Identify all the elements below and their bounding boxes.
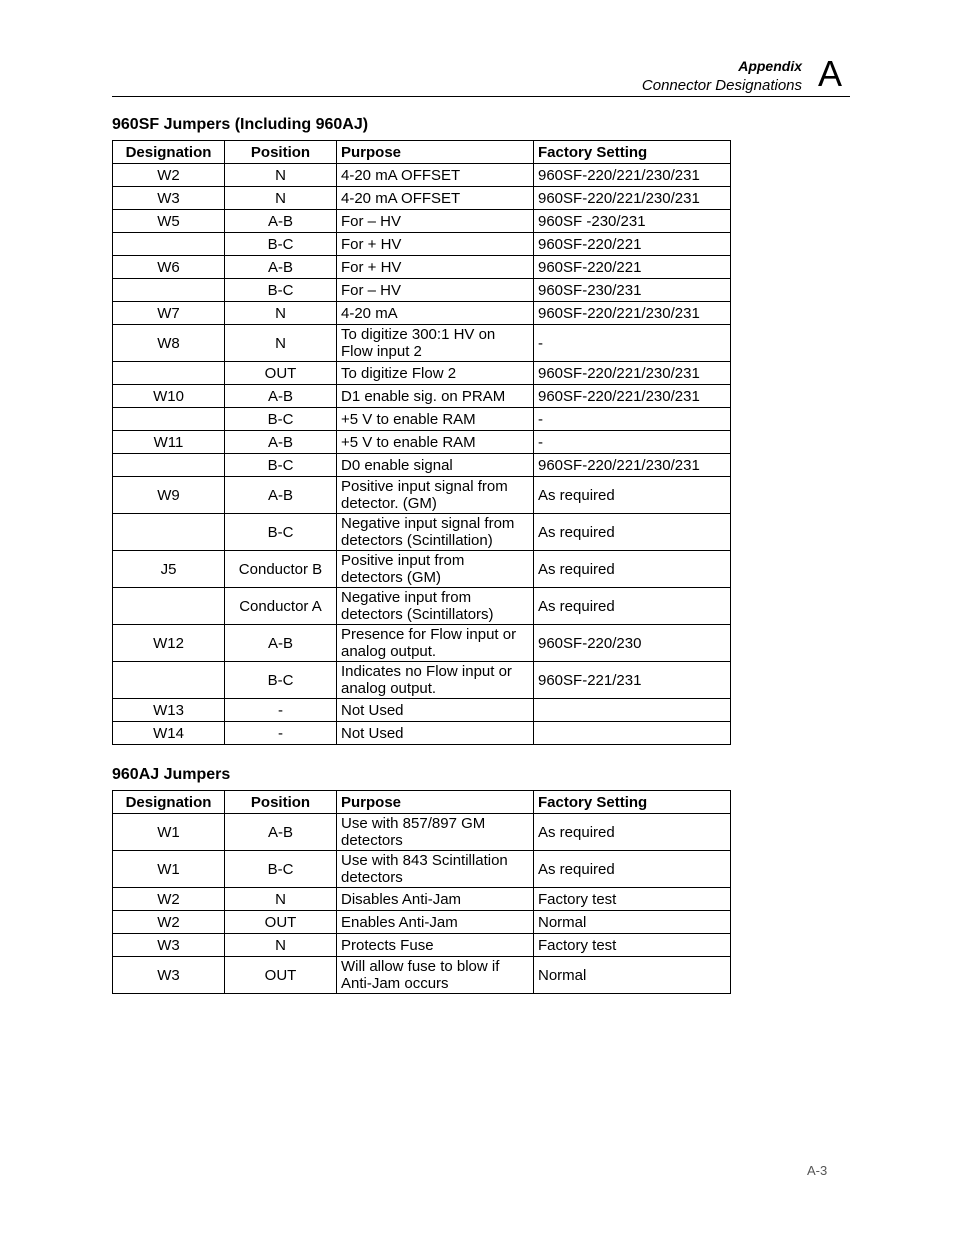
column-header-purpose: Purpose [337, 791, 534, 814]
purpose-line: Will allow fuse to blow if [341, 958, 500, 975]
table-row [113, 454, 731, 477]
cell-purpose [337, 662, 534, 699]
cell-purpose [337, 934, 534, 957]
column-header-designation: Designation [113, 791, 225, 814]
purpose-line: To digitize 300:1 HV on [341, 326, 496, 343]
cell-position: B-C [225, 851, 337, 888]
cell-purpose [337, 722, 534, 745]
cell-purpose [337, 256, 534, 279]
header-rule [112, 96, 850, 97]
purpose-line: detectors [341, 832, 403, 849]
purpose-line: detectors [341, 869, 403, 886]
cell-position: N [225, 325, 337, 362]
cell-position: OUT [225, 911, 337, 934]
table-row [113, 957, 731, 994]
table-row [113, 662, 731, 699]
table-row [113, 164, 731, 187]
purpose-line: detectors (GM) [341, 569, 442, 586]
cell-purpose [337, 325, 534, 362]
column-header-position: Position [225, 791, 337, 814]
cell-purpose [337, 279, 534, 302]
purpose-line: Not Used [341, 724, 404, 742]
cell-position: A-B [225, 431, 337, 454]
cell-designation: W10 [113, 385, 225, 408]
page-header [112, 54, 850, 97]
cell-position: N [225, 187, 337, 210]
cell-designation [113, 408, 225, 431]
cell-position: A-B [225, 210, 337, 233]
table-row [113, 814, 731, 851]
purpose-line: Use with 857/897 GM [341, 815, 486, 832]
cell-factory-setting: 960SF-220/221/230/231 [534, 385, 731, 408]
cell-purpose [337, 187, 534, 210]
cell-factory-setting: As required [534, 588, 731, 625]
table-row [113, 934, 731, 957]
cell-designation: W9 [113, 477, 225, 514]
purpose-line: Positive input signal from [341, 478, 508, 495]
cell-designation: W11 [113, 431, 225, 454]
table-row [113, 256, 731, 279]
section-title-960sf: 960SF Jumpers (Including 960AJ) [112, 116, 369, 133]
cell-designation: W13 [113, 699, 225, 722]
purpose-line: For + HV [341, 258, 402, 276]
purpose-line: analog output. [341, 680, 437, 697]
jumper-table-960aj [112, 790, 731, 994]
cell-position: B-C [225, 233, 337, 256]
cell-factory-setting: - [534, 408, 731, 431]
table-header-row [113, 141, 731, 164]
table-row [113, 302, 731, 325]
cell-designation [113, 514, 225, 551]
cell-purpose [337, 164, 534, 187]
purpose-line: 4-20 mA [341, 304, 398, 322]
cell-purpose [337, 514, 534, 551]
purpose-line: detectors (Scintillation) [341, 532, 493, 549]
cell-position: B-C [225, 279, 337, 302]
header-subtitle: Connector Designations [641, 77, 802, 94]
purpose-line: Use with 843 Scintillation [341, 852, 508, 869]
cell-designation: W3 [113, 187, 225, 210]
cell-factory-setting: As required [534, 551, 731, 588]
cell-factory-setting [534, 699, 731, 722]
purpose-line: Positive input from [341, 552, 465, 569]
cell-factory-setting: Factory test [534, 888, 731, 911]
cell-purpose [337, 911, 534, 934]
cell-position: Conductor B [225, 551, 337, 588]
table-row [113, 851, 731, 888]
purpose-line: Not Used [341, 701, 404, 719]
cell-position: N [225, 934, 337, 957]
cell-designation: W8 [113, 325, 225, 362]
cell-factory-setting: 960SF-230/231 [534, 279, 731, 302]
cell-position: - [225, 699, 337, 722]
appendix-letter: A [817, 53, 842, 94]
purpose-line: detector. (GM) [341, 495, 437, 512]
cell-position: A-B [225, 256, 337, 279]
cell-position: A-B [225, 477, 337, 514]
purpose-line: Anti-Jam occurs [341, 975, 449, 992]
cell-position: A-B [225, 385, 337, 408]
table-row [113, 514, 731, 551]
purpose-line: Disables Anti-Jam [341, 890, 462, 908]
table-row [113, 187, 731, 210]
cell-designation [113, 454, 225, 477]
cell-designation [113, 233, 225, 256]
table-row [113, 625, 731, 662]
cell-factory-setting: 960SF-220/221/230/231 [534, 362, 731, 385]
cell-position: B-C [225, 454, 337, 477]
cell-designation [113, 662, 225, 699]
cell-position: OUT [225, 957, 337, 994]
cell-factory-setting: 960SF-220/221/230/231 [534, 454, 731, 477]
cell-purpose [337, 454, 534, 477]
purpose-line: 4-20 mA OFFSET [341, 166, 461, 184]
column-header-position: Position [225, 141, 337, 164]
cell-designation: W6 [113, 256, 225, 279]
column-header-designation: Designation [113, 141, 225, 164]
purpose-line: 4-20 mA OFFSET [341, 189, 461, 207]
cell-purpose [337, 851, 534, 888]
cell-factory-setting: Normal [534, 911, 731, 934]
cell-purpose [337, 588, 534, 625]
cell-purpose [337, 888, 534, 911]
cell-factory-setting: - [534, 325, 731, 362]
cell-designation: W2 [113, 911, 225, 934]
purpose-line: D1 enable sig. on PRAM [341, 387, 506, 405]
cell-factory-setting: 960SF-220/221 [534, 256, 731, 279]
cell-position: A-B [225, 814, 337, 851]
cell-purpose [337, 477, 534, 514]
cell-designation: W2 [113, 888, 225, 911]
cell-position: N [225, 888, 337, 911]
header-appendix: Appendix [738, 58, 802, 74]
page-number: A-3 [807, 1163, 828, 1178]
table-row [113, 888, 731, 911]
cell-designation: W1 [113, 851, 225, 888]
purpose-line: Presence for Flow input or [341, 626, 517, 643]
cell-designation: W5 [113, 210, 225, 233]
cell-position: Conductor A [225, 588, 337, 625]
purpose-line: To digitize Flow 2 [341, 364, 457, 382]
purpose-line: +5 V to enable RAM [341, 433, 476, 451]
table-row [113, 362, 731, 385]
purpose-line: For – HV [341, 281, 402, 299]
table-row [113, 722, 731, 745]
cell-purpose [337, 385, 534, 408]
cell-purpose [337, 699, 534, 722]
table-row [113, 279, 731, 302]
cell-purpose [337, 408, 534, 431]
cell-factory-setting: 960SF -230/231 [534, 210, 731, 233]
table-row [113, 385, 731, 408]
cell-factory-setting: Normal [534, 957, 731, 994]
cell-purpose [337, 814, 534, 851]
cell-designation: W14 [113, 722, 225, 745]
cell-factory-setting: 960SF-221/231 [534, 662, 731, 699]
cell-designation [113, 362, 225, 385]
column-header-factory-setting: Factory Setting [534, 141, 731, 164]
cell-designation [113, 588, 225, 625]
cell-purpose [337, 210, 534, 233]
cell-purpose [337, 302, 534, 325]
cell-factory-setting: As required [534, 477, 731, 514]
cell-designation: W12 [113, 625, 225, 662]
cell-designation: W7 [113, 302, 225, 325]
purpose-line: Flow input 2 [341, 343, 422, 360]
table-row [113, 431, 731, 454]
cell-designation: W3 [113, 957, 225, 994]
cell-position: B-C [225, 408, 337, 431]
table-header-row [113, 791, 731, 814]
cell-factory-setting: 960SF-220/221/230/231 [534, 164, 731, 187]
cell-factory-setting: - [534, 431, 731, 454]
cell-designation [113, 279, 225, 302]
table-row [113, 699, 731, 722]
purpose-line: For – HV [341, 212, 402, 230]
purpose-line: analog output. [341, 643, 437, 660]
cell-purpose [337, 957, 534, 994]
cell-position: N [225, 302, 337, 325]
cell-position: N [225, 164, 337, 187]
cell-position: B-C [225, 662, 337, 699]
purpose-line: Indicates no Flow input or [341, 663, 512, 680]
cell-purpose [337, 625, 534, 662]
cell-purpose [337, 362, 534, 385]
cell-position: OUT [225, 362, 337, 385]
cell-designation: W3 [113, 934, 225, 957]
purpose-line: Enables Anti-Jam [341, 913, 458, 931]
purpose-line: D0 enable signal [341, 456, 453, 474]
column-header-purpose: Purpose [337, 141, 534, 164]
purpose-line: detectors (Scintillators) [341, 606, 494, 623]
purpose-line: For + HV [341, 235, 402, 253]
cell-factory-setting: 960SF-220/221/230/231 [534, 187, 731, 210]
cell-factory-setting: 960SF-220/230 [534, 625, 731, 662]
cell-designation: W2 [113, 164, 225, 187]
table-row [113, 408, 731, 431]
cell-purpose [337, 431, 534, 454]
cell-position: - [225, 722, 337, 745]
table-row [113, 233, 731, 256]
cell-factory-setting: 960SF-220/221 [534, 233, 731, 256]
cell-purpose [337, 551, 534, 588]
cell-factory-setting: As required [534, 814, 731, 851]
table-row [113, 477, 731, 514]
purpose-line: Protects Fuse [341, 936, 434, 954]
purpose-line: +5 V to enable RAM [341, 410, 476, 428]
cell-factory-setting: As required [534, 514, 731, 551]
jumper-table-960sf [112, 140, 731, 745]
cell-factory-setting: 960SF-220/221/230/231 [534, 302, 731, 325]
table-row [113, 588, 731, 625]
column-header-factory-setting: Factory Setting [534, 791, 731, 814]
header-text [642, 57, 802, 95]
table-row [113, 210, 731, 233]
cell-position: A-B [225, 625, 337, 662]
purpose-line: Negative input from [341, 589, 472, 606]
cell-factory-setting: Factory test [534, 934, 731, 957]
cell-purpose [337, 233, 534, 256]
table-row [113, 911, 731, 934]
cell-position: B-C [225, 514, 337, 551]
purpose-line: Negative input signal from [341, 515, 515, 532]
cell-designation: W1 [113, 814, 225, 851]
cell-factory-setting [534, 722, 731, 745]
table-row [113, 551, 731, 588]
table-row [113, 325, 731, 362]
cell-factory-setting: As required [534, 851, 731, 888]
cell-designation: J5 [113, 551, 225, 588]
section-title-960aj: 960AJ Jumpers [112, 766, 231, 783]
